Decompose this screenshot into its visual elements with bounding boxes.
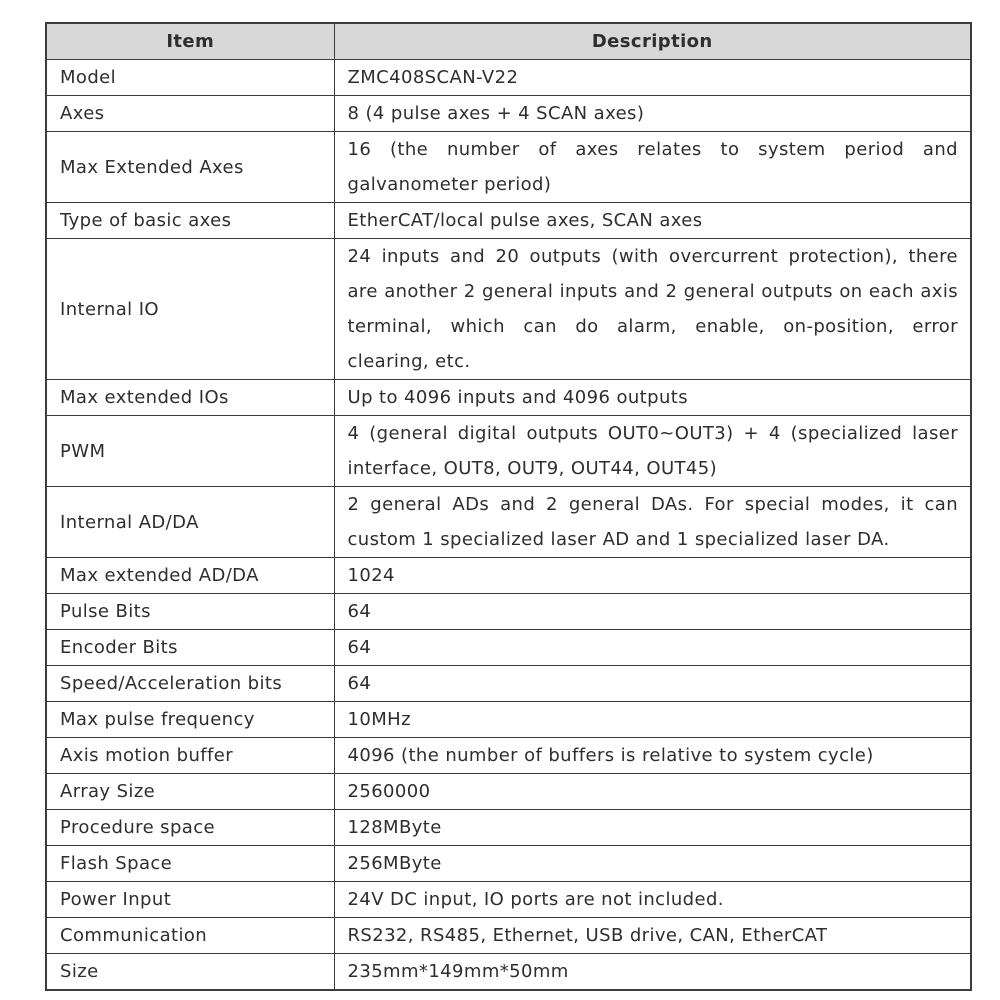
description-cell: 24V DC input, IO ports are not included. (334, 882, 971, 918)
description-cell: 235mm*149mm*50mm (334, 954, 971, 991)
table-row (46, 132, 971, 203)
item-cell: Type of basic axes (46, 203, 334, 239)
item-cell: PWM (46, 416, 334, 487)
item-cell: Procedure space (46, 810, 334, 846)
table-row (46, 60, 971, 96)
table-row (46, 96, 971, 132)
description-cell: 64 (334, 594, 971, 630)
item-cell: Size (46, 954, 334, 991)
item-cell: Encoder Bits (46, 630, 334, 666)
item-cell: Array Size (46, 774, 334, 810)
description-cell: 256MByte (334, 846, 971, 882)
table-row (46, 380, 971, 416)
spec-table (45, 22, 972, 991)
description-cell: Up to 4096 inputs and 4096 outputs (334, 380, 971, 416)
item-cell: Speed/Acceleration bits (46, 666, 334, 702)
description-cell: 64 (334, 630, 971, 666)
table-row (46, 882, 971, 918)
description-cell: 2 general ADs and 2 general DAs. For special modes, it can custom 1 specialized laser AD and 1 specialized laser DA. (334, 487, 971, 558)
item-cell: Flash Space (46, 846, 334, 882)
description-cell: 4096 (the number of buffers is relative to system cycle) (334, 738, 971, 774)
table-row (46, 774, 971, 810)
table-row (46, 416, 971, 487)
item-cell: Max extended IOs (46, 380, 334, 416)
table-row (46, 594, 971, 630)
table-row (46, 487, 971, 558)
item-cell: Model (46, 60, 334, 96)
spec-table-body (46, 60, 971, 991)
table-row (46, 954, 971, 991)
description-cell: 2560000 (334, 774, 971, 810)
table-row (46, 203, 971, 239)
description-cell: EtherCAT/local pulse axes, SCAN axes (334, 203, 971, 239)
item-cell: Max Extended Axes (46, 132, 334, 203)
item-cell: Max extended AD/DA (46, 558, 334, 594)
description-cell: ZMC408SCAN-V22 (334, 60, 971, 96)
description-cell: 24 inputs and 20 outputs (with overcurrent protection), there are another 2 general inputs and 2 general outputs on each axis terminal, which can do alarm, enable, on-position, error clearing, etc. (334, 239, 971, 380)
description-cell: 8 (4 pulse axes + 4 SCAN axes) (334, 96, 971, 132)
spec-table-header (46, 23, 971, 60)
column-header-description: Description (334, 23, 971, 60)
description-cell: 64 (334, 666, 971, 702)
table-row (46, 702, 971, 738)
header-row (46, 23, 971, 60)
table-row (46, 846, 971, 882)
item-cell: Power Input (46, 882, 334, 918)
description-cell: RS232, RS485, Ethernet, USB drive, CAN, EtherCAT (334, 918, 971, 954)
item-cell: Max pulse frequency (46, 702, 334, 738)
table-row (46, 738, 971, 774)
description-cell: 1024 (334, 558, 971, 594)
table-row (46, 810, 971, 846)
item-cell: Pulse Bits (46, 594, 334, 630)
item-cell: Axes (46, 96, 334, 132)
column-header-item: Item (46, 23, 334, 60)
table-row (46, 239, 971, 380)
table-row (46, 918, 971, 954)
description-cell: 128MByte (334, 810, 971, 846)
table-row (46, 630, 971, 666)
description-cell: 4 (general digital outputs OUT0~OUT3) + 4 (specialized laser interface, OUT8, OUT9, OUT44, OUT45) (334, 416, 971, 487)
description-cell: 10MHz (334, 702, 971, 738)
spec-table-container (45, 22, 972, 991)
table-row (46, 558, 971, 594)
table-row (46, 666, 971, 702)
item-cell: Internal AD/DA (46, 487, 334, 558)
description-cell: 16 (the number of axes relates to system period and galvanometer period) (334, 132, 971, 203)
item-cell: Communication (46, 918, 334, 954)
item-cell: Internal IO (46, 239, 334, 380)
item-cell: Axis motion buffer (46, 738, 334, 774)
